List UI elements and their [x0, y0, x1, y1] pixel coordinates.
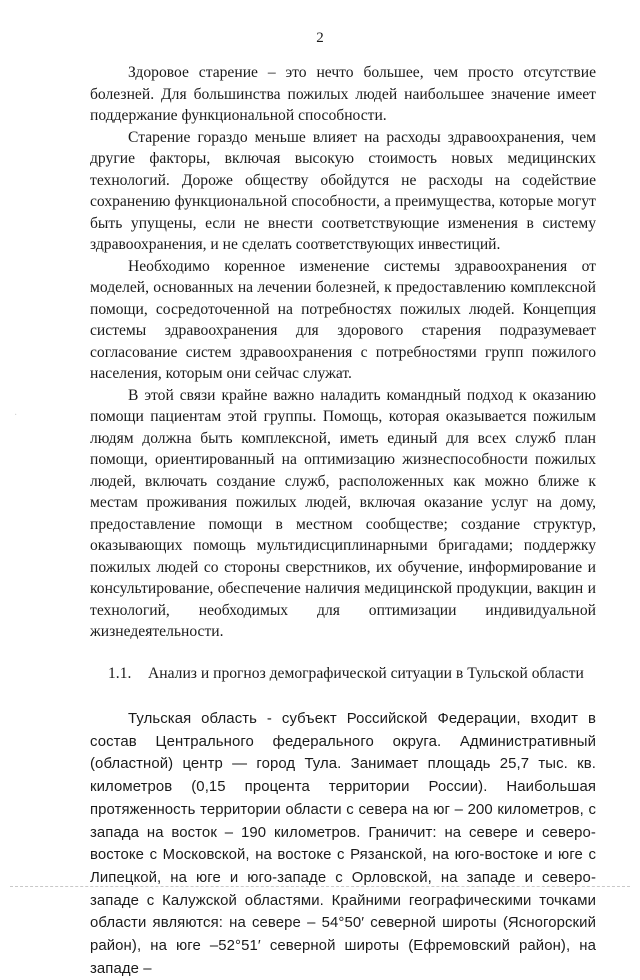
paragraph-team-approach: В этой связи крайне важно наладить командный подход к оказанию помощи пациентам этой группы. Помощь, которая оказывается пожилым людям должна быть комплексной, иметь единый для всех служб план помощи, ориентированный на оптимизацию жизнеспособности пожилых людей, включать создание служб, расположенных как можно ближе к местам проживания пожилых людей, включая оказание услуг на дому, предоставление помощи в местном сообществе; создание структур, оказывающих помощь мультидисциплинарными бригадами; поддержку пожилых людей со стороны сверстников, их обучение, информирование и консультирование, обеспечение наличия медицинской продукции, вакцин и технологий, необходимых для оптимизации индивидуальной жизнедеятельности. — [90, 386, 596, 640]
scan-edge-line — [10, 886, 630, 888]
paragraph-system-change: Необходимо коренное изменение системы здравоохранения от моделей, основанных на лечении болезней, к предоставлению комплексной помощи, сосредоточенной на потребностях пожилых людей. Концепция системы здравоохранения для здорового старения подразумевает согласование систем здравоохранения с потребностями групп пожилого населения, которым они сейчас служат. — [90, 257, 596, 382]
document-body — [90, 62, 596, 980]
section-title: Анализ и прогноз демографической ситуации в Тульской области — [148, 664, 584, 682]
paragraph-healthcare-costs: Старение гораздо меньше влияет на расходы здравоохранения, чем другие факторы, включая высокую стоимость новых медицинских технологий. Дороже обществу обойдутся не расходы на содействие сохранению функциональной способности, а преимущества, которые могут быть упущены, если не внести соответствующие изменения в систему здравоохранения, и не сделать соответствующих инвестиций. — [90, 128, 596, 253]
page-number: 2 — [316, 30, 324, 46]
paragraph-tula-region: Тульская область - субъект Российской Федерации, входит в состав Центрального федерального округа. Административный (областной) центр — город Тула. Занимает площадь 25,7 тыс. кв. километров (0,15 процента территории России). Наибольшая протяженность территории области с севера на юг – 200 километров, с запада на восток – 190 километров. Граничит: на севере и северо-востоке с Московской, на востоке с Рязанской, на юго-востоке и юге с Липецкой, на юге и юго-западе с Орловской, на западе и северо-западе с Калужской областями. Крайними географическими точками области являются: на севере – 54°50′ северной широты (Ясногорский район), на юге –52°51′ северной широты (Ефремовский район), на западе – — [90, 711, 596, 977]
paragraph-healthy-aging: Здоровое старение – это нечто большее, чем просто отсутствие болезней. Для большинства пожилых людей наибольшее значение имеет поддержание функциональной способности. — [90, 64, 596, 124]
scan-margin-mark: · — [14, 410, 18, 421]
section-heading — [108, 663, 596, 685]
section-number: 1.1. — [108, 664, 132, 682]
